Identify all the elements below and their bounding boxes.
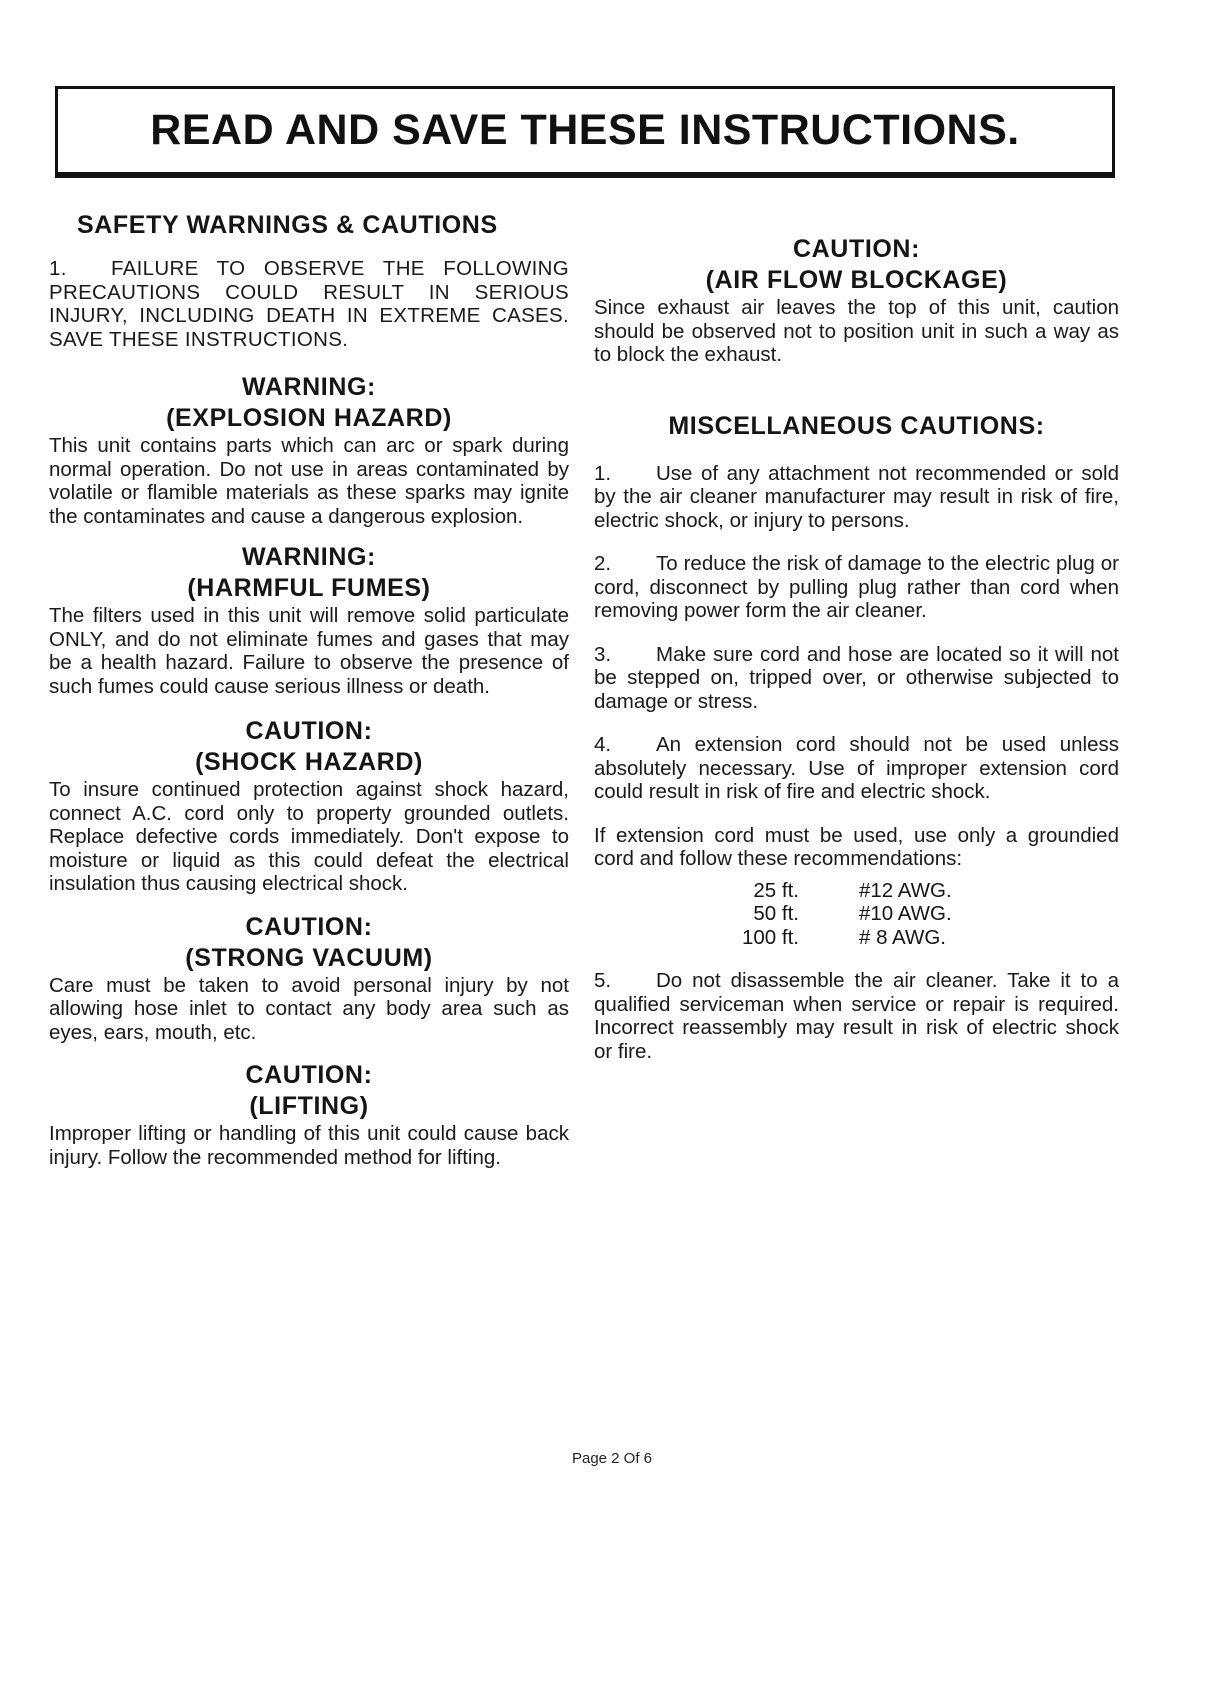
lifting-caution: [49, 1060, 569, 1169]
table-row: [667, 902, 952, 926]
left-column: [49, 210, 569, 1169]
fumes-label: WARNING:: [242, 543, 376, 571]
lifting-label: CAUTION:: [245, 1061, 373, 1089]
misc-item-5-text: Do not disassemble the air cleaner. Take it to a qualified serviceman when service or repair is required. Incorrect reassembly may result in risk of electric shock or fire.: [594, 969, 1119, 1063]
awg-gauge: # 8 AWG.: [859, 925, 946, 949]
airflow-title: (AIR FLOW BLOCKAGE): [705, 266, 1008, 294]
misc-item-3: [594, 643, 1119, 714]
fumes-warning: [49, 542, 569, 698]
safety-item-1-number: 1.: [49, 257, 67, 280]
misc-item-1: [594, 462, 1119, 533]
table-row: [667, 879, 952, 903]
page-number: Page 2 Of 6: [571, 1450, 653, 1467]
awg-length: 100 ft.: [742, 925, 799, 949]
safety-item-1: [49, 257, 569, 351]
shock-label: CAUTION:: [245, 717, 373, 745]
explosion-text: This unit contains parts which can arc or spark during normal operation. Do not use in areas contaminated by volatile or flamible materials as these sparks may ignite the contaminates and cause a dangerous explosion.: [49, 434, 569, 528]
awg-table: [667, 879, 952, 950]
airflow-label: CAUTION:: [792, 235, 920, 263]
airflow-text: Since exhaust air leaves the top of this unit, caution should be observed not to position unit in such a way as to block the exhaust.: [594, 296, 1119, 366]
explosion-warning-label: [49, 372, 569, 434]
awg-length: 25 ft.: [753, 878, 799, 902]
misc-item-4-number: 4.: [594, 733, 612, 756]
misc-item-2: [594, 552, 1119, 623]
misc-item-2-text: To reduce the risk of damage to the electric plug or cord, disconnect by pulling plug rather than cord when removing power form the air cleaner.: [594, 552, 1119, 622]
explosion-warning: [49, 372, 569, 528]
misc-item-5: [594, 969, 1119, 1063]
right-column: [594, 234, 1119, 1063]
fumes-text: The filters used in this unit will remove solid particulate ONLY, and do not eliminate fumes and gases that may be a health hazard. Failure to observe the presence of such fumes could cause serious illness or death.: [49, 604, 569, 698]
airflow-caution-label: [594, 234, 1119, 296]
awg-gauge: #12 AWG.: [859, 878, 952, 902]
shock-caution: [49, 716, 569, 896]
page-title: READ AND SAVE THESE INSTRUCTIONS.: [150, 106, 1020, 154]
vacuum-label: CAUTION:: [245, 912, 373, 941]
lifting-text: Improper lifting or handling of this unit could cause back injury. Follow the recommended method for lifting.: [49, 1122, 569, 1169]
shock-text: To insure continued protection against shock hazard, connect A.C. cord only to property grounded outlets. Replace defective cords immediately. Don't expose to moisture or liquid as this could defeat the electrical insulation thus causing electrical shock.: [49, 778, 569, 895]
fumes-warning-label: [49, 542, 569, 604]
explosion-title: (EXPLOSION HAZARD): [166, 404, 452, 432]
lifting-caution-label: [49, 1060, 569, 1122]
vacuum-caution-label: [49, 912, 569, 974]
misc-heading: MISCELLANEOUS CAUTIONS:: [668, 411, 1045, 440]
table-row: [667, 926, 952, 950]
safety-heading: SAFETY WARNINGS & CAUTIONS: [77, 211, 498, 239]
airflow-caution: [594, 234, 1119, 367]
misc-item-2-number: 2.: [594, 552, 612, 575]
misc-item-1-text: Use of any attachment not recommended or sold by the air cleaner manufacturer may result in risk of fire, electric shock, or injury to persons.: [594, 461, 1119, 532]
safety-item-1-text: FAILURE TO OBSERVE THE FOLLOWING PRECAUTIONS COULD RESULT IN SERIOUS INJURY, INCLUDING DEATH IN EXTREME CASES. SAVE THESE INSTRUCTIONS.: [49, 257, 569, 351]
vacuum-text: Care must be taken to avoid personal injury by not allowing hose inlet to contact any body area such as eyes, ears, mouth, etc.: [49, 973, 569, 1044]
misc-item-3-text: Make sure cord and hose are located so it will not be stepped on, tripped over, or otherwise subjected to damage or stress.: [594, 642, 1119, 713]
extension-note: If extension cord must be used, use only a groundied cord and follow these recommendations:: [594, 823, 1119, 870]
fumes-title: (HARMFUL FUMES): [187, 574, 431, 602]
title-banner: [55, 86, 1115, 178]
explosion-label: WARNING:: [242, 373, 376, 401]
awg-gauge: #10 AWG.: [859, 902, 952, 925]
shock-caution-label: [49, 716, 569, 778]
misc-item-5-number: 5.: [594, 969, 612, 992]
misc-item-3-number: 3.: [594, 642, 612, 666]
vacuum-caution: [49, 912, 569, 1045]
misc-item-4-text: An extension cord should not be used unless absolutely necessary. Use of improper extension cord could result in risk of fire and electric shock.: [594, 733, 1119, 803]
misc-item-4: [594, 733, 1119, 804]
lifting-title: (LIFTING): [249, 1092, 369, 1120]
misc-item-1-number: 1.: [594, 461, 612, 485]
vacuum-title: (STRONG VACUUM): [185, 943, 433, 972]
shock-title: (SHOCK HAZARD): [195, 748, 423, 776]
awg-length: 50 ft.: [753, 902, 799, 925]
